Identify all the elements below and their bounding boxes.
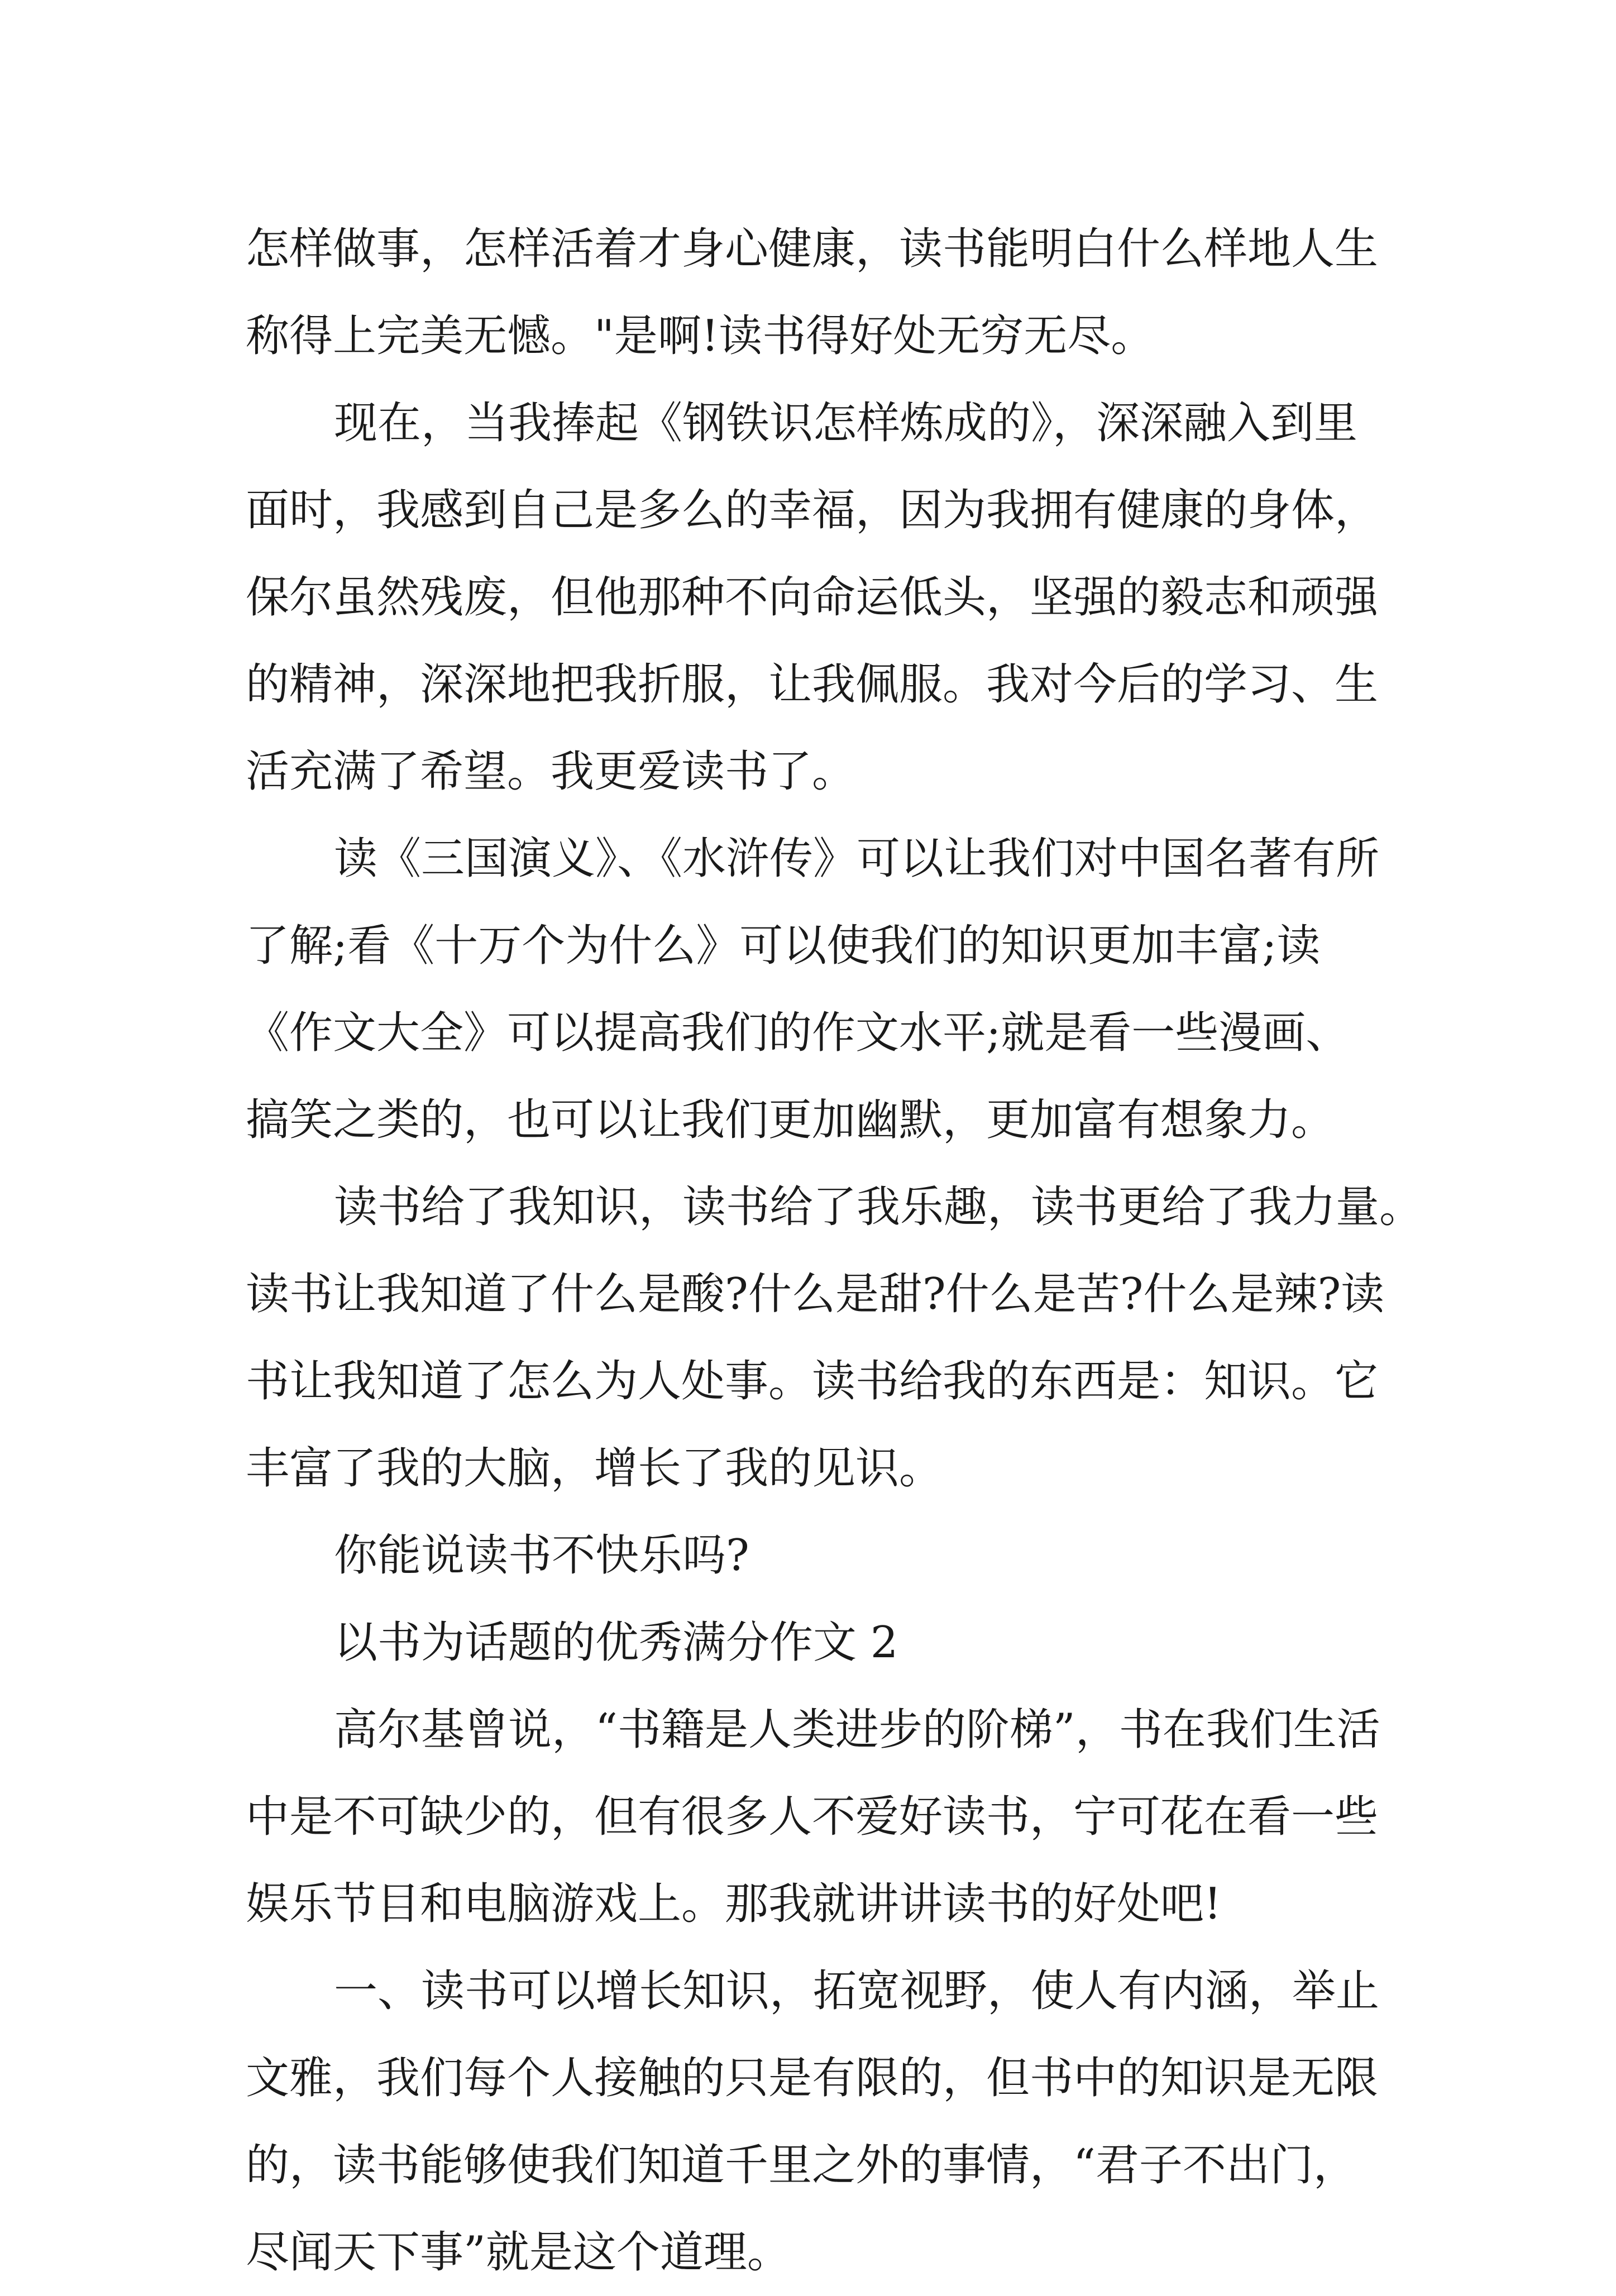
text-line: 书让我知道了怎么为人处事。读书给我的东西是：知识。它 [246, 1356, 1379, 1407]
text-line: 活充满了希望。我更爱读书了。 [246, 747, 856, 797]
text-line: 丰富了我的大脑，增长了我的见识。 [246, 1443, 943, 1494]
text-line: 《作文大全》可以提高我们的作文水平;就是看一些漫画、 [246, 1008, 1350, 1058]
text-line: 一、读书可以增长知识，拓宽视野，使人有内涵，举止 [334, 1966, 1380, 2016]
text-line: 的精神，深深地把我折服，让我佩服。我对今后的学习、生 [246, 659, 1379, 710]
text-line: 面时，我感到自己是多么的幸福，因为我拥有健康的身体， [246, 485, 1379, 535]
text-line: 你能说读书不快乐吗? [334, 1530, 749, 1581]
text-line: 的，读书能够使我们知道千里之外的事情，“君子不出门， [246, 2140, 1357, 2190]
text-line: 读书让我知道了什么是酸?什么是甜?什么是苦?什么是辣?读 [246, 1269, 1385, 1319]
text-line: 保尔虽然残废，但他那种不向命运低头，坚强的毅志和顽强 [246, 572, 1379, 623]
text-line: 怎样做事，怎样活着才身心健康，读书能明白什么样地人生 [246, 224, 1379, 274]
text-line: 高尔基曾说，“书籍是人类进步的阶梯”，书在我们生活 [334, 1705, 1380, 1755]
section-heading: 以书为话题的优秀满分作文 2 [334, 1618, 898, 1668]
text-line: 称得上完美无憾。"是啊!读书得好处无穷无尽。 [246, 311, 1155, 361]
text-line: 了解;看《十万个为什么》可以使我们的知识更加丰富;读 [246, 921, 1321, 971]
text-line: 中是不可缺少的，但有很多人不爱好读书，宁可花在看一些 [246, 1792, 1379, 1842]
text-line: 搞笑之类的，也可以让我们更加幽默，更加富有想象力。 [246, 1095, 1335, 1145]
text-line: 读《三国演义》、《水浒传》可以让我们对中国名著有所 [334, 834, 1380, 884]
text-line: 文雅，我们每个人接触的只是有限的，但书中的知识是无限 [246, 2053, 1379, 2103]
text-line: 尽闻天下事”就是这个道理。 [246, 2227, 791, 2278]
text-line: 娱乐节目和电脑游戏上。那我就讲讲读书的好处吧! [246, 1879, 1222, 1929]
text-line: 读书给了我知识，读书给了我乐趣，读书更给了我力量。 [334, 1182, 1423, 1232]
text-line: 现在，当我捧起《钢铁识怎样炼成的》，深深融入到里 [334, 398, 1358, 448]
body-text [246, 205, 1423, 2296]
